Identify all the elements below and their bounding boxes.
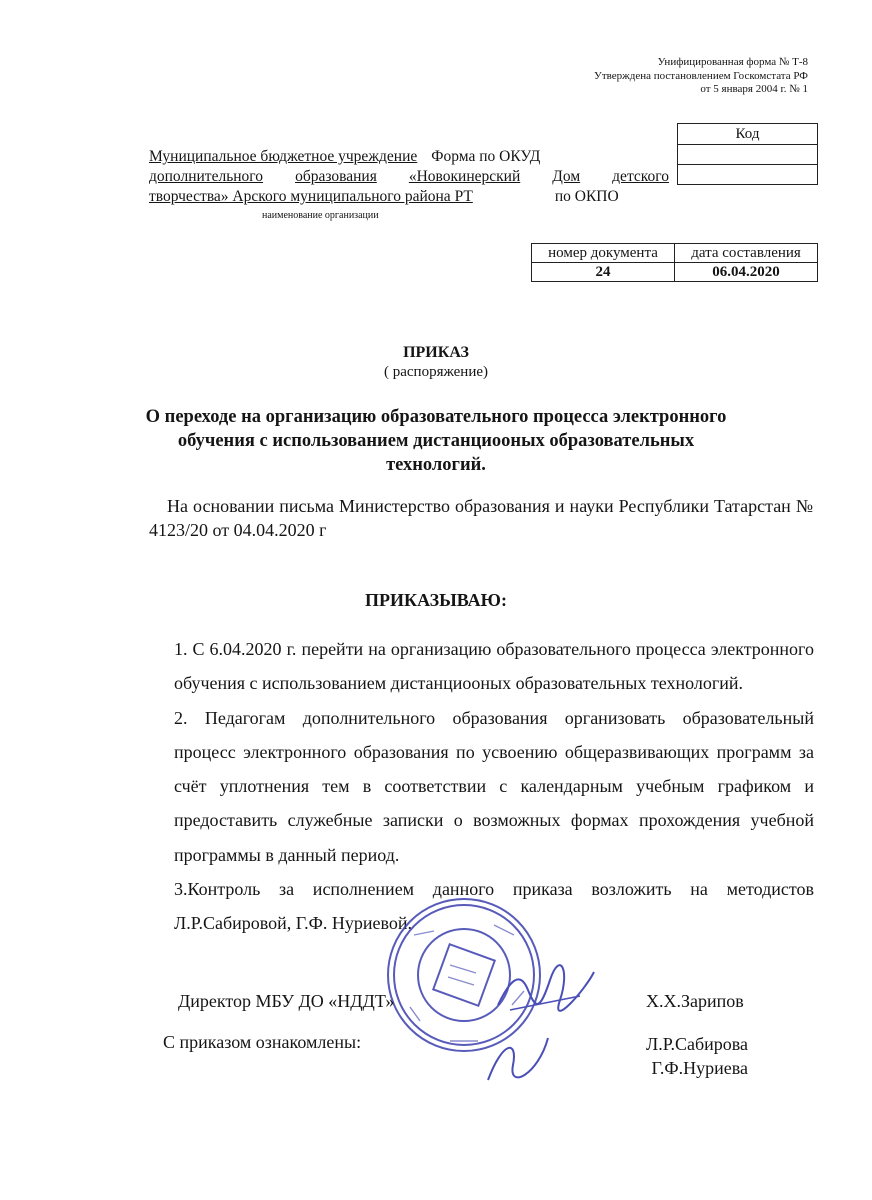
subject-line: обучения с использованием дистанциооных образовательных <box>177 431 695 451</box>
org-name-part <box>149 167 669 187</box>
form-reference-line: от 5 января 2004 г. № 1 <box>700 83 808 95</box>
org-word: «Новокинерский <box>408 168 521 185</box>
org-word: образования <box>295 168 377 185</box>
document-subtitle: ( распоряжение) <box>383 364 489 380</box>
doc-number-header: номер документа <box>532 244 675 263</box>
form-reference <box>594 56 808 97</box>
document-title: ПРИКАЗ <box>403 344 469 361</box>
acknowledgment-signature <box>478 1030 558 1090</box>
order-item: 3.Контроль за исполнением данного приказа возложить на методистов Л.Р.Сабировой, Г.Ф. Нуриевой. <box>174 879 814 934</box>
order-item: 2. Педагогам дополнительного образования организовать образовательный процесс электронного образования по усвоению общеразвивающих программ за счёт уплотнения тем в соответствии с календарным учебным графиком и предоставить служебные записки о возможных формах прохождения учебной программы в данный период. <box>174 707 814 865</box>
subject-line: технологий. <box>386 455 486 475</box>
director-name: Х.Х.Зарипов <box>646 991 744 1011</box>
org-word: дополнительного <box>149 168 264 185</box>
org-name-part: творчества» Арского муниципального района РТ <box>149 188 473 205</box>
director-signature <box>490 960 600 1020</box>
doc-date-header: дата составления <box>675 244 818 263</box>
acknowledged-label: С приказом ознакомлены: <box>163 1032 362 1052</box>
acknowledged-name: Л.Р.Сабирова <box>646 1034 749 1054</box>
code-okud-cell <box>678 145 818 165</box>
org-word: Дом <box>552 168 581 185</box>
acknowledged-name: Г.Ф.Нуриева <box>651 1058 749 1078</box>
document-table <box>531 243 818 282</box>
order-basis: На основании письма Министерство образования и науки Республики Татарстан № 4123/20 от 04.04.2020 г <box>149 496 813 540</box>
form-reference-line: Унифицированная форма № Т-8 <box>657 56 808 68</box>
order-item: 1. С 6.04.2020 г. перейти на организацию образовательного процесса электронного обучения с использованием дистанциооных образовательных технологий. <box>174 639 814 694</box>
doc-date-value: 06.04.2020 <box>675 263 818 282</box>
code-header: Код <box>678 124 818 145</box>
okpo-label: по ОКПО <box>554 188 619 205</box>
code-okpo-cell <box>678 165 818 185</box>
order-heading: ПРИКАЗЫВАЮ: <box>365 590 507 610</box>
director-position: Директор МБУ ДО «НДДТ» <box>178 991 395 1011</box>
subject-line: О переходе на организацию образовательного процесса электронного <box>145 407 727 427</box>
org-name-part: Муниципальное бюджетное учреждение <box>149 148 418 165</box>
form-reference-line: Утверждена постановлением Госкомстата РФ <box>594 69 808 82</box>
organization-block <box>149 147 669 207</box>
org-caption: наименование организации <box>262 210 379 221</box>
okud-label: Форма по ОКУД <box>431 148 541 165</box>
order-subject <box>0 405 872 477</box>
doc-number-value: 24 <box>532 263 675 282</box>
acknowledged-names <box>646 1032 748 1080</box>
code-table <box>677 123 818 185</box>
org-word: детского <box>612 168 669 185</box>
